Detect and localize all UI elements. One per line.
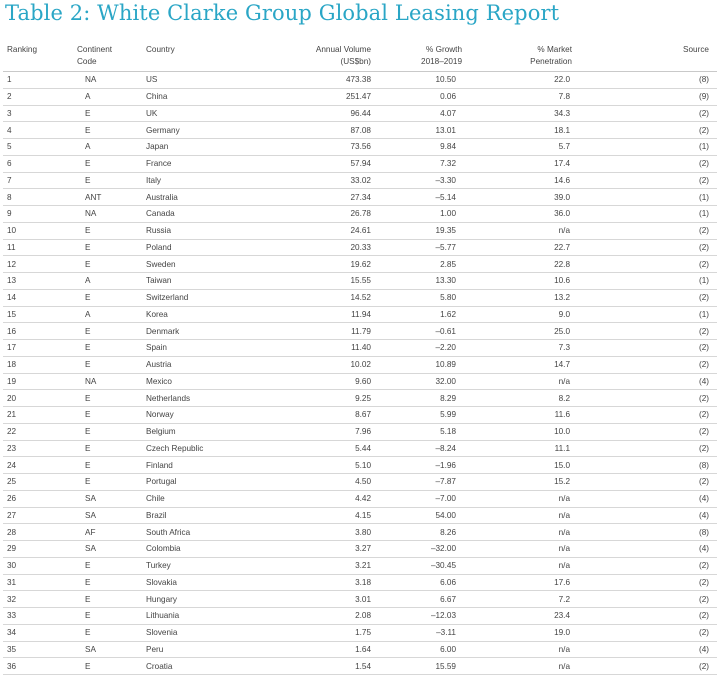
cell-market-penetration: 18.1 <box>480 122 592 139</box>
cell-ranking: 10 <box>3 222 65 239</box>
cell-market-penetration: 22.7 <box>480 239 592 256</box>
cell-growth: –30.45 <box>375 557 480 574</box>
table-row <box>3 641 717 658</box>
cell-growth: –5.77 <box>375 239 480 256</box>
cell-growth: 0.06 <box>375 88 480 105</box>
cell-market-penetration: 17.4 <box>480 155 592 172</box>
cell-market-penetration: 11.6 <box>480 407 592 424</box>
table-row <box>3 155 717 172</box>
header-annual-volume: Annual Volume (US$bn) <box>265 44 375 72</box>
cell-growth: 1.62 <box>375 306 480 323</box>
cell-ranking: 15 <box>3 306 65 323</box>
cell-growth: 15.59 <box>375 658 480 675</box>
cell-country: Brazil <box>140 507 265 524</box>
cell-growth: 6.06 <box>375 574 480 591</box>
cell-continent-code: E <box>65 122 140 139</box>
table-row <box>3 122 717 139</box>
table-title: Table 2: White Clarke Group Global Leasing Report <box>5 1 560 25</box>
cell-ranking: 2 <box>3 88 65 105</box>
cell-source: (2) <box>592 407 717 424</box>
cell-ranking: 34 <box>3 624 65 641</box>
cell-annual-volume: 15.55 <box>265 273 375 290</box>
cell-growth: –2.20 <box>375 340 480 357</box>
cell-market-penetration: 34.3 <box>480 105 592 122</box>
cell-growth: 5.80 <box>375 289 480 306</box>
cell-ranking: 12 <box>3 256 65 273</box>
cell-country: UK <box>140 105 265 122</box>
cell-market-penetration: 7.3 <box>480 340 592 357</box>
cell-country: Japan <box>140 139 265 156</box>
cell-continent-code: E <box>65 608 140 625</box>
cell-market-penetration: n/a <box>480 373 592 390</box>
cell-growth: –0.61 <box>375 323 480 340</box>
cell-source: (8) <box>592 457 717 474</box>
cell-market-penetration: n/a <box>480 641 592 658</box>
cell-continent-code: E <box>65 340 140 357</box>
cell-annual-volume: 57.94 <box>265 155 375 172</box>
cell-continent-code: E <box>65 239 140 256</box>
cell-source: (2) <box>592 239 717 256</box>
cell-continent-code: SA <box>65 507 140 524</box>
cell-ranking: 29 <box>3 541 65 558</box>
cell-source: (4) <box>592 373 717 390</box>
table-row <box>3 591 717 608</box>
cell-ranking: 9 <box>3 206 65 223</box>
table-row <box>3 340 717 357</box>
cell-ranking: 36 <box>3 658 65 675</box>
cell-source: (4) <box>592 641 717 658</box>
table-row <box>3 407 717 424</box>
cell-growth: 2.85 <box>375 256 480 273</box>
cell-annual-volume: 9.25 <box>265 390 375 407</box>
cell-annual-volume: 4.15 <box>265 507 375 524</box>
cell-continent-code: SA <box>65 541 140 558</box>
cell-annual-volume: 3.27 <box>265 541 375 558</box>
cell-continent-code: NA <box>65 373 140 390</box>
cell-growth: 9.84 <box>375 139 480 156</box>
table-row <box>3 490 717 507</box>
cell-ranking: 3 <box>3 105 65 122</box>
cell-annual-volume: 96.44 <box>265 105 375 122</box>
cell-country: China <box>140 88 265 105</box>
cell-market-penetration: n/a <box>480 524 592 541</box>
cell-annual-volume: 5.44 <box>265 440 375 457</box>
cell-source: (2) <box>592 591 717 608</box>
cell-annual-volume: 87.08 <box>265 122 375 139</box>
cell-annual-volume: 3.01 <box>265 591 375 608</box>
cell-market-penetration: 7.2 <box>480 591 592 608</box>
cell-source: (2) <box>592 323 717 340</box>
cell-country: Belgium <box>140 423 265 440</box>
cell-annual-volume: 251.47 <box>265 88 375 105</box>
table-row <box>3 524 717 541</box>
cell-continent-code: NA <box>65 72 140 89</box>
cell-growth: 1.00 <box>375 206 480 223</box>
table-row <box>3 507 717 524</box>
cell-ranking: 33 <box>3 608 65 625</box>
cell-market-penetration: 19.0 <box>480 624 592 641</box>
cell-annual-volume: 4.50 <box>265 474 375 491</box>
cell-growth: 8.29 <box>375 390 480 407</box>
cell-country: Portugal <box>140 474 265 491</box>
cell-market-penetration: n/a <box>480 490 592 507</box>
cell-market-penetration: 10.6 <box>480 273 592 290</box>
cell-annual-volume: 14.52 <box>265 289 375 306</box>
cell-annual-volume: 10.02 <box>265 356 375 373</box>
cell-growth: 54.00 <box>375 507 480 524</box>
cell-country: Mexico <box>140 373 265 390</box>
cell-growth: –7.87 <box>375 474 480 491</box>
cell-annual-volume: 1.64 <box>265 641 375 658</box>
cell-continent-code: A <box>65 306 140 323</box>
cell-market-penetration: 23.4 <box>480 608 592 625</box>
cell-market-penetration: 25.0 <box>480 323 592 340</box>
cell-country: Taiwan <box>140 273 265 290</box>
cell-ranking: 24 <box>3 457 65 474</box>
cell-annual-volume: 11.40 <box>265 340 375 357</box>
cell-ranking: 16 <box>3 323 65 340</box>
cell-country: Australia <box>140 189 265 206</box>
cell-continent-code: E <box>65 323 140 340</box>
table-row <box>3 256 717 273</box>
cell-annual-volume: 1.75 <box>265 624 375 641</box>
cell-market-penetration: n/a <box>480 658 592 675</box>
cell-ranking: 27 <box>3 507 65 524</box>
cell-country: Norway <box>140 407 265 424</box>
cell-annual-volume: 33.02 <box>265 172 375 189</box>
cell-growth: –7.00 <box>375 490 480 507</box>
cell-growth: –8.24 <box>375 440 480 457</box>
cell-continent-code: E <box>65 407 140 424</box>
cell-growth: –1.96 <box>375 457 480 474</box>
cell-growth: –12.03 <box>375 608 480 625</box>
table-row <box>3 306 717 323</box>
cell-country: Spain <box>140 340 265 357</box>
cell-source: (1) <box>592 306 717 323</box>
cell-continent-code: E <box>65 105 140 122</box>
header-market-penetration: % Market Penetration <box>480 44 592 72</box>
table-row <box>3 557 717 574</box>
cell-source: (8) <box>592 72 717 89</box>
cell-country: Italy <box>140 172 265 189</box>
table-row <box>3 423 717 440</box>
cell-growth: 6.00 <box>375 641 480 658</box>
cell-country: Sweden <box>140 256 265 273</box>
cell-source: (4) <box>592 507 717 524</box>
cell-annual-volume: 3.80 <box>265 524 375 541</box>
cell-country: Hungary <box>140 591 265 608</box>
cell-country: Korea <box>140 306 265 323</box>
cell-source: (2) <box>592 105 717 122</box>
cell-continent-code: A <box>65 273 140 290</box>
cell-annual-volume: 19.62 <box>265 256 375 273</box>
cell-country: Poland <box>140 239 265 256</box>
cell-source: (4) <box>592 541 717 558</box>
cell-continent-code: A <box>65 139 140 156</box>
cell-ranking: 13 <box>3 273 65 290</box>
cell-country: Austria <box>140 356 265 373</box>
cell-country: Canada <box>140 206 265 223</box>
cell-country: Turkey <box>140 557 265 574</box>
cell-market-penetration: 11.1 <box>480 440 592 457</box>
table-row <box>3 323 717 340</box>
table-body <box>3 72 717 675</box>
cell-continent-code: E <box>65 172 140 189</box>
cell-market-penetration: 8.2 <box>480 390 592 407</box>
cell-ranking: 6 <box>3 155 65 172</box>
cell-ranking: 11 <box>3 239 65 256</box>
cell-country: Slovenia <box>140 624 265 641</box>
header-source: Source <box>592 44 717 72</box>
cell-country: Finland <box>140 457 265 474</box>
table-row <box>3 206 717 223</box>
cell-growth: 5.18 <box>375 423 480 440</box>
cell-continent-code: E <box>65 440 140 457</box>
cell-source: (2) <box>592 155 717 172</box>
table-row <box>3 624 717 641</box>
cell-source: (2) <box>592 423 717 440</box>
cell-country: South Africa <box>140 524 265 541</box>
cell-growth: 32.00 <box>375 373 480 390</box>
cell-ranking: 32 <box>3 591 65 608</box>
cell-continent-code: E <box>65 289 140 306</box>
header-growth: % Growth 2018–2019 <box>375 44 480 72</box>
cell-market-penetration: 15.2 <box>480 474 592 491</box>
table-header <box>3 44 717 72</box>
cell-market-penetration: n/a <box>480 557 592 574</box>
cell-growth: 10.50 <box>375 72 480 89</box>
cell-growth: 13.01 <box>375 122 480 139</box>
cell-continent-code: E <box>65 155 140 172</box>
table-row <box>3 88 717 105</box>
cell-annual-volume: 473.38 <box>265 72 375 89</box>
cell-continent-code: AF <box>65 524 140 541</box>
table-row <box>3 172 717 189</box>
cell-source: (1) <box>592 206 717 223</box>
table-row <box>3 541 717 558</box>
cell-ranking: 20 <box>3 390 65 407</box>
table-row <box>3 457 717 474</box>
cell-continent-code: NA <box>65 206 140 223</box>
cell-growth: 13.30 <box>375 273 480 290</box>
cell-ranking: 21 <box>3 407 65 424</box>
cell-country: France <box>140 155 265 172</box>
cell-market-penetration: 22.8 <box>480 256 592 273</box>
cell-ranking: 26 <box>3 490 65 507</box>
cell-annual-volume: 24.61 <box>265 222 375 239</box>
cell-continent-code: SA <box>65 490 140 507</box>
cell-source: (2) <box>592 390 717 407</box>
cell-annual-volume: 73.56 <box>265 139 375 156</box>
cell-market-penetration: 22.0 <box>480 72 592 89</box>
cell-source: (2) <box>592 440 717 457</box>
cell-annual-volume: 20.33 <box>265 239 375 256</box>
cell-source: (4) <box>592 490 717 507</box>
cell-ranking: 30 <box>3 557 65 574</box>
cell-ranking: 28 <box>3 524 65 541</box>
cell-ranking: 31 <box>3 574 65 591</box>
cell-continent-code: E <box>65 624 140 641</box>
cell-ranking: 14 <box>3 289 65 306</box>
cell-continent-code: E <box>65 591 140 608</box>
leasing-table <box>3 44 717 675</box>
cell-country: Germany <box>140 122 265 139</box>
cell-source: (2) <box>592 474 717 491</box>
cell-ranking: 7 <box>3 172 65 189</box>
cell-source: (1) <box>592 189 717 206</box>
cell-continent-code: E <box>65 457 140 474</box>
cell-market-penetration: 17.6 <box>480 574 592 591</box>
cell-growth: –32.00 <box>375 541 480 558</box>
cell-ranking: 22 <box>3 423 65 440</box>
cell-market-penetration: n/a <box>480 507 592 524</box>
cell-country: Slovakia <box>140 574 265 591</box>
cell-market-penetration: 39.0 <box>480 189 592 206</box>
cell-source: (2) <box>592 356 717 373</box>
cell-growth: 10.89 <box>375 356 480 373</box>
cell-continent-code: E <box>65 356 140 373</box>
cell-market-penetration: 7.8 <box>480 88 592 105</box>
table-row <box>3 608 717 625</box>
cell-market-penetration: 10.0 <box>480 423 592 440</box>
cell-source: (2) <box>592 624 717 641</box>
cell-country: Russia <box>140 222 265 239</box>
cell-source: (2) <box>592 608 717 625</box>
cell-country: Colombia <box>140 541 265 558</box>
cell-annual-volume: 2.08 <box>265 608 375 625</box>
cell-growth: 4.07 <box>375 105 480 122</box>
cell-ranking: 25 <box>3 474 65 491</box>
header-ranking: Ranking <box>3 44 65 72</box>
cell-continent-code: ANT <box>65 189 140 206</box>
header-continent-code: Continent Code <box>65 44 140 72</box>
cell-ranking: 35 <box>3 641 65 658</box>
table-row <box>3 273 717 290</box>
cell-country: Croatia <box>140 658 265 675</box>
cell-source: (1) <box>592 273 717 290</box>
cell-ranking: 5 <box>3 139 65 156</box>
cell-source: (9) <box>592 88 717 105</box>
cell-country: Netherlands <box>140 390 265 407</box>
cell-ranking: 4 <box>3 122 65 139</box>
table-row <box>3 105 717 122</box>
table-row <box>3 373 717 390</box>
cell-country: Switzerland <box>140 289 265 306</box>
cell-market-penetration: 9.0 <box>480 306 592 323</box>
cell-annual-volume: 1.54 <box>265 658 375 675</box>
cell-market-penetration: 14.6 <box>480 172 592 189</box>
cell-ranking: 17 <box>3 340 65 357</box>
cell-continent-code: E <box>65 557 140 574</box>
cell-market-penetration: 14.7 <box>480 356 592 373</box>
cell-continent-code: E <box>65 390 140 407</box>
cell-annual-volume: 3.21 <box>265 557 375 574</box>
cell-annual-volume: 26.78 <box>265 206 375 223</box>
cell-source: (2) <box>592 574 717 591</box>
cell-annual-volume: 7.96 <box>265 423 375 440</box>
cell-continent-code: E <box>65 474 140 491</box>
cell-continent-code: SA <box>65 641 140 658</box>
cell-source: (2) <box>592 557 717 574</box>
cell-country: Denmark <box>140 323 265 340</box>
cell-continent-code: E <box>65 222 140 239</box>
cell-country: US <box>140 72 265 89</box>
table-row <box>3 658 717 675</box>
cell-continent-code: E <box>65 574 140 591</box>
header-country: Country <box>140 44 265 72</box>
cell-growth: 5.99 <box>375 407 480 424</box>
cell-source: (1) <box>592 139 717 156</box>
cell-source: (2) <box>592 256 717 273</box>
cell-growth: 19.35 <box>375 222 480 239</box>
cell-country: Czech Republic <box>140 440 265 457</box>
cell-annual-volume: 4.42 <box>265 490 375 507</box>
table-row <box>3 356 717 373</box>
cell-source: (2) <box>592 172 717 189</box>
cell-country: Lithuania <box>140 608 265 625</box>
cell-continent-code: E <box>65 423 140 440</box>
cell-market-penetration: 5.7 <box>480 139 592 156</box>
cell-market-penetration: 15.0 <box>480 457 592 474</box>
cell-market-penetration: 13.2 <box>480 289 592 306</box>
table-row <box>3 189 717 206</box>
cell-growth: –3.11 <box>375 624 480 641</box>
table-row <box>3 440 717 457</box>
cell-ranking: 18 <box>3 356 65 373</box>
cell-annual-volume: 8.67 <box>265 407 375 424</box>
cell-ranking: 8 <box>3 189 65 206</box>
cell-annual-volume: 5.10 <box>265 457 375 474</box>
cell-country: Peru <box>140 641 265 658</box>
cell-growth: 8.26 <box>375 524 480 541</box>
cell-growth: –5.14 <box>375 189 480 206</box>
table-row <box>3 390 717 407</box>
cell-ranking: 1 <box>3 72 65 89</box>
cell-growth: 6.67 <box>375 591 480 608</box>
cell-source: (8) <box>592 524 717 541</box>
cell-source: (2) <box>592 222 717 239</box>
table-row <box>3 574 717 591</box>
table-row <box>3 139 717 156</box>
cell-annual-volume: 9.60 <box>265 373 375 390</box>
cell-ranking: 19 <box>3 373 65 390</box>
cell-continent-code: A <box>65 88 140 105</box>
table-row <box>3 72 717 89</box>
cell-growth: –3.30 <box>375 172 480 189</box>
table-row <box>3 474 717 491</box>
cell-source: (2) <box>592 658 717 675</box>
table-row <box>3 222 717 239</box>
cell-source: (2) <box>592 340 717 357</box>
cell-ranking: 23 <box>3 440 65 457</box>
cell-country: Chile <box>140 490 265 507</box>
cell-annual-volume: 27.34 <box>265 189 375 206</box>
cell-annual-volume: 11.79 <box>265 323 375 340</box>
cell-market-penetration: n/a <box>480 222 592 239</box>
cell-source: (2) <box>592 289 717 306</box>
cell-continent-code: E <box>65 256 140 273</box>
cell-market-penetration: n/a <box>480 541 592 558</box>
cell-market-penetration: 36.0 <box>480 206 592 223</box>
cell-source: (2) <box>592 122 717 139</box>
table-row <box>3 289 717 306</box>
table-row <box>3 239 717 256</box>
cell-annual-volume: 3.18 <box>265 574 375 591</box>
cell-growth: 7.32 <box>375 155 480 172</box>
cell-continent-code: E <box>65 658 140 675</box>
cell-annual-volume: 11.94 <box>265 306 375 323</box>
